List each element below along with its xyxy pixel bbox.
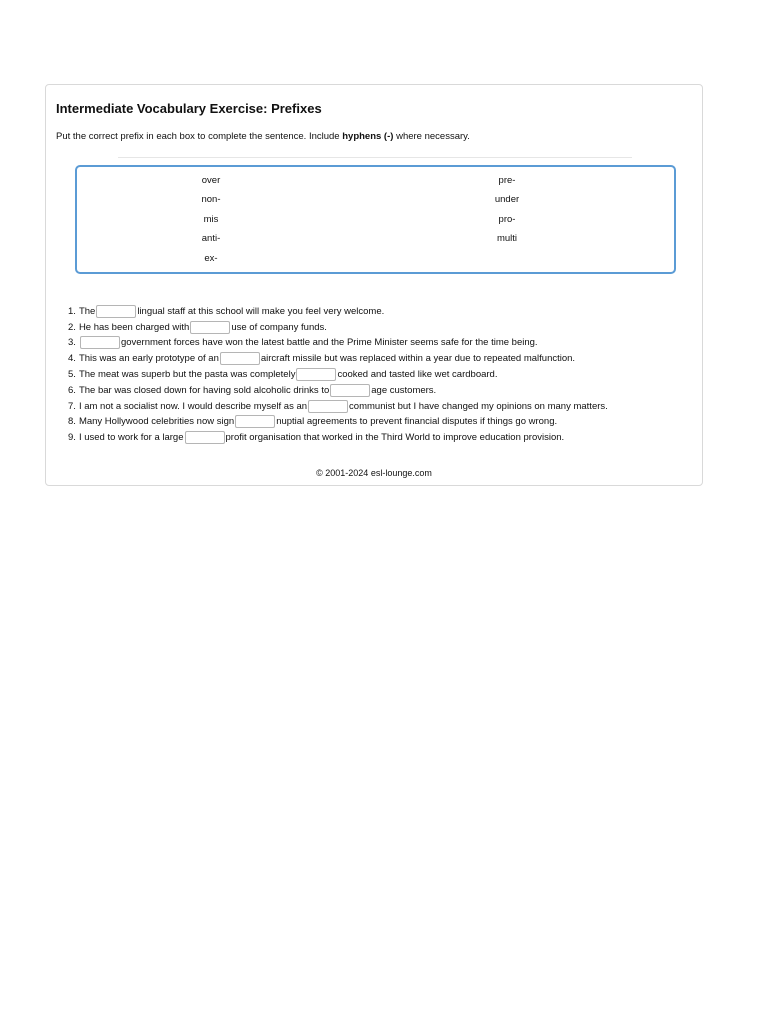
question-text-after: profit organisation that worked in the Third World to improve education provision. <box>225 431 565 443</box>
question-text-before: The meat was superb but the pasta was completely <box>78 368 296 380</box>
question-number: 4. <box>68 352 76 364</box>
word-bank-item: multi <box>496 233 518 244</box>
answer-input[interactable] <box>185 431 225 444</box>
question-number: 5. <box>68 368 76 380</box>
word-bank-item: non- <box>201 194 221 205</box>
question-item <box>68 303 384 319</box>
copyright-footer: © 2001-2024 esl-lounge.com <box>316 468 432 478</box>
question-text-before: This was an early prototype of an <box>78 352 219 364</box>
word-bank-item: ex- <box>204 253 218 264</box>
question-text-after: government forces have won the latest battle and the Prime Minister seems safe for the time being. <box>120 336 538 348</box>
instructions-emphasis: hyphens (-) <box>342 131 394 142</box>
answer-input[interactable] <box>220 352 260 365</box>
question-text-after: lingual staff at this school will make you feel very welcome. <box>137 305 385 317</box>
word-bank-item: under <box>494 194 520 205</box>
exercise-card <box>45 84 703 486</box>
question-text-after: cooked and tasted like wet cardboard. <box>337 368 498 380</box>
question-text-after: use of company funds. <box>231 321 327 333</box>
question-text-before: He has been charged with <box>78 321 190 333</box>
answer-input[interactable] <box>296 368 336 381</box>
question-text-after: aircraft missile but was replaced within a year due to repeated malfunction. <box>260 352 576 364</box>
question-text-after: age customers. <box>371 384 437 396</box>
word-bank-item: mis <box>203 214 219 225</box>
word-bank <box>75 165 676 274</box>
answer-input[interactable] <box>235 415 275 428</box>
question-text-after: nuptial agreements to prevent financial disputes if things go wrong. <box>276 415 558 427</box>
instructions-text: Put the correct prefix in each box to complete the sentence. Include <box>56 131 343 142</box>
question-text-before: The bar was closed down for having sold alcoholic drinks to <box>78 384 330 396</box>
question-item <box>68 398 608 414</box>
word-bank-item: pro- <box>498 214 516 225</box>
question-text-before: The <box>78 305 96 317</box>
question-number: 8. <box>68 415 76 427</box>
answer-input[interactable] <box>96 305 136 318</box>
question-item <box>68 319 327 335</box>
answer-input[interactable] <box>330 384 370 397</box>
question-item <box>68 350 575 366</box>
word-bank-item: anti- <box>201 233 221 244</box>
instructions-text-end: where necessary. <box>393 131 470 142</box>
question-number: 6. <box>68 384 76 396</box>
question-item <box>68 429 564 445</box>
question-number: 2. <box>68 321 76 333</box>
word-bank-item: pre- <box>498 175 516 186</box>
page-title: Intermediate Vocabulary Exercise: Prefixes <box>56 101 322 116</box>
answer-input[interactable] <box>80 336 120 349</box>
question-number: 1. <box>68 305 76 317</box>
question-text-before: Many Hollywood celebrities now sign <box>78 415 235 427</box>
instructions <box>56 131 470 142</box>
question-number: 3. <box>68 336 76 348</box>
question-item <box>68 366 497 382</box>
question-item <box>68 413 557 429</box>
question-number: 9. <box>68 431 76 443</box>
question-text-before: I am not a socialist now. I would describe myself as an <box>78 400 308 412</box>
question-item <box>68 334 538 350</box>
question-text-after: communist but I have changed my opinions on many matters. <box>349 400 608 412</box>
divider <box>118 157 632 158</box>
word-bank-item: over <box>201 175 221 186</box>
question-number: 7. <box>68 400 76 412</box>
answer-input[interactable] <box>190 321 230 334</box>
question-text-before: I used to work for a large <box>78 431 184 443</box>
answer-input[interactable] <box>308 400 348 413</box>
question-item <box>68 382 436 398</box>
